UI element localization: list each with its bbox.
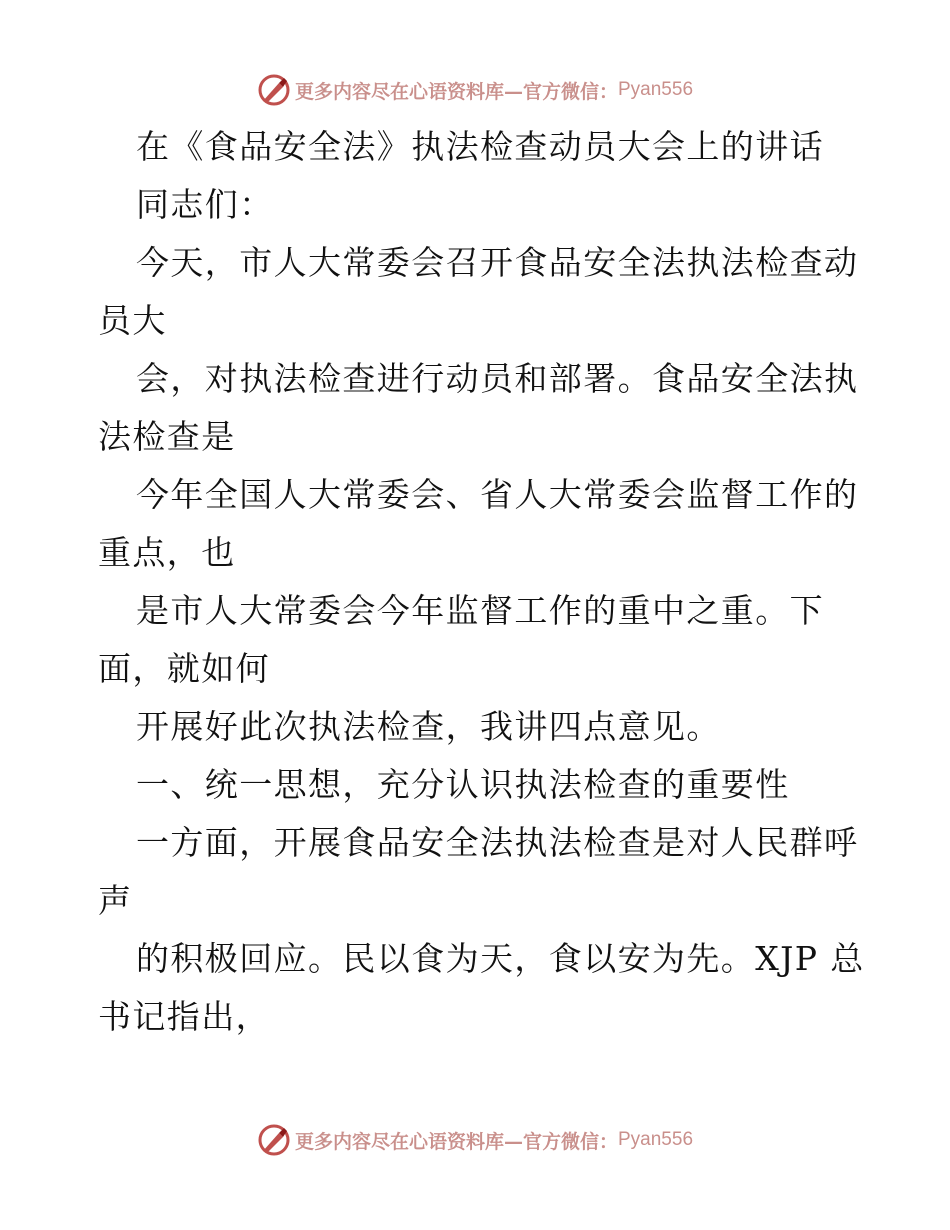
paragraph-line: 书记指出， — [98, 997, 270, 1036]
watermark-text: 更多内容尽在心语资料库—官方微信： — [294, 1130, 618, 1153]
document-title: 在《食品安全法》执法检查动员大会上的讲话 — [136, 127, 824, 166]
paragraph-line: 是市人大常委会今年监督工作的重中之重。下 — [136, 591, 824, 630]
paragraph-line: 面，就如何 — [98, 649, 270, 688]
section-heading: 一、统一思想，充分认识执法检查的重要性 — [136, 765, 790, 804]
watermark-text: 更多内容尽在心语资料库—官方微信： — [294, 80, 618, 103]
header-watermark — [0, 70, 950, 110]
paragraph-line: 一方面，开展食品安全法执法检查是对人民群呼 — [136, 823, 859, 862]
salutation: 同志们： — [136, 185, 274, 224]
paragraph-line: 员大 — [98, 301, 167, 340]
paragraph-line: 声 — [98, 881, 133, 920]
paragraph-line: 开展好此次执法检查，我讲四点意见。 — [136, 707, 721, 746]
paragraph-line: 重点，也 — [98, 533, 236, 572]
pen-logo-icon — [257, 73, 291, 107]
pen-logo-icon — [257, 1123, 291, 1157]
paragraph-line: 今年全国人大常委会、省人大常委会监督工作的 — [136, 475, 859, 514]
paragraph-line: 法检查是 — [98, 417, 236, 456]
watermark-id: Pyan556 — [618, 79, 694, 100]
watermark-id: Pyan556 — [618, 1129, 694, 1150]
paragraph-line: 的积极回应。民以食为天，食以安为先。XJP 总 — [136, 939, 865, 978]
paragraph-line: 会，对执法检查进行动员和部署。食品安全法执 — [136, 359, 859, 398]
paragraph-line: 今天，市人大常委会召开食品安全法执法检查动 — [136, 243, 859, 282]
footer-watermark — [0, 1120, 950, 1160]
